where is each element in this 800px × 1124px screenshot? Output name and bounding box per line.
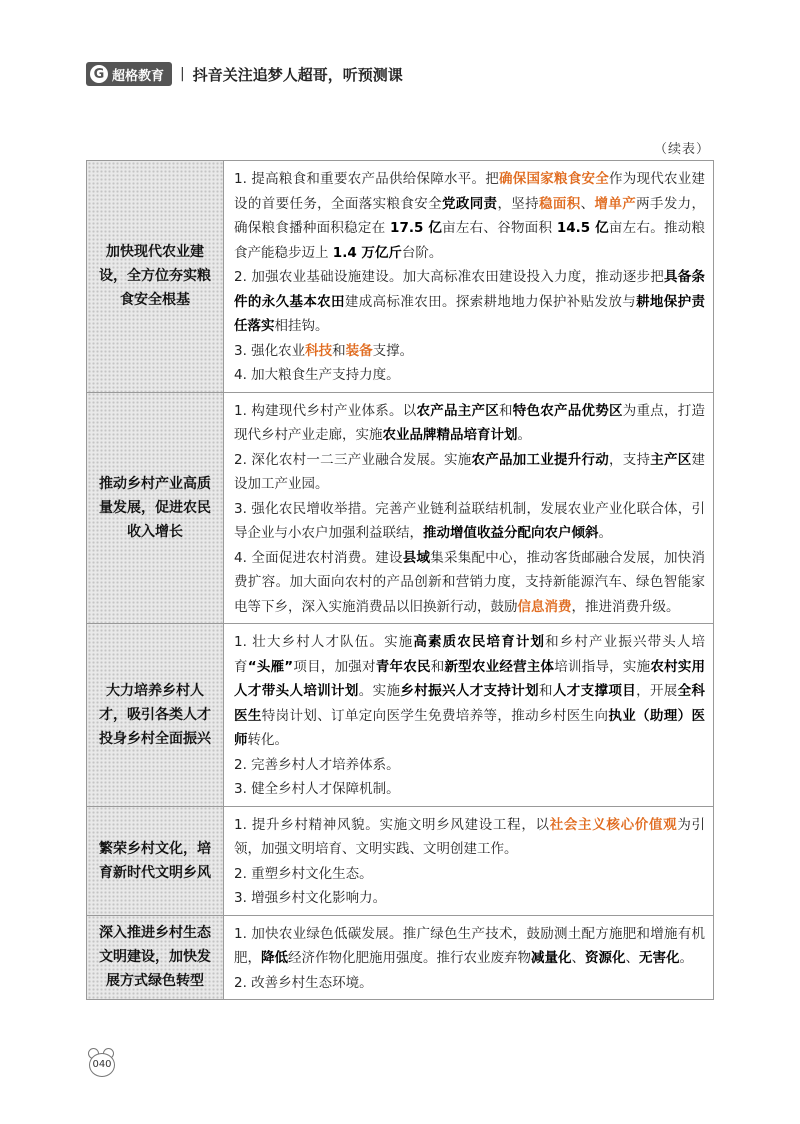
table-row — [87, 624, 714, 807]
body-text: 转化。 — [247, 732, 288, 748]
body-text: 1. 加快农业绿色低碳发展。推广绿色生产技术，鼓励测土配方施肥和增施有机肥， — [234, 925, 705, 966]
body-text: 。 — [517, 427, 531, 443]
body-text: 为引领，加强文明培育、文明实践、文明创建工作。 — [234, 816, 706, 857]
page-number: 040 — [89, 1053, 115, 1077]
body-text: 作为现代农业建设的首要任务，全面落实粮食安全 — [234, 171, 706, 212]
row-theme: 繁荣乡村文化，培育新时代文明乡风 — [87, 806, 224, 915]
emphasis-text: 农村实用人才带头人培训计划 — [234, 658, 706, 699]
content-item — [234, 886, 705, 911]
content-item — [234, 399, 705, 448]
content-item — [234, 546, 705, 620]
row-content — [224, 915, 714, 1000]
emphasis-text: 具备条件的永久基本农田 — [234, 269, 706, 310]
body-text: 2. 完善乡村人才培养体系。 — [234, 756, 400, 773]
content-item — [234, 753, 705, 778]
row-theme: 加快现代农业建设，全方位夯实粮食安全根基 — [87, 161, 224, 393]
emphasis-text: 高素质农民培育计划 — [413, 634, 546, 650]
table-row — [87, 806, 714, 915]
body-text: 2. 改善乡村生态环境。 — [234, 974, 373, 991]
emphasis-text: 确保国家粮食安全 — [498, 171, 609, 187]
emphasis-text: 特色农产品优势区 — [512, 402, 623, 419]
body-text: 支撑。 — [372, 342, 414, 359]
body-text: ，支持 — [609, 451, 651, 468]
emphasis-text: 农产品加工业提升行动 — [471, 451, 609, 468]
body-text: 两手发力，确保粮食播种面积稳定在 — [234, 195, 706, 236]
brand-logo-text: 超格教育 — [112, 68, 165, 84]
body-text: 4. 加大粮食生产支持力度。 — [234, 367, 400, 383]
emphasis-text: 耕地保护责任落实 — [234, 293, 706, 334]
header-separator: | — [180, 66, 185, 82]
content-item — [234, 862, 705, 887]
body-text: 2. 重塑乡村文化生态。 — [234, 865, 373, 882]
body-text: 建成高标准农田。探索耕地地力保护补贴发放与 — [344, 293, 637, 310]
emphasis-text: 农产品主产区 — [416, 402, 499, 419]
body-text: ，推进消费升级。 — [571, 598, 680, 615]
row-content — [224, 624, 714, 807]
brand-logo — [86, 62, 172, 86]
row-theme: 深入推进乡村生态文明建设，加快发展方式绿色转型 — [87, 915, 224, 1000]
body-text: 、 — [580, 195, 595, 212]
emphasis-text: 推动增值收益分配向农户倾斜 — [423, 525, 599, 541]
body-text: ，开展 — [636, 683, 678, 699]
body-text: 集采集配中心，推动客货邮融合发展，加快消费扩容。加大面向农村的产品创新和营销力度，支持新能源汽车、绿色智能家电等下乡，深入实施消费品以旧换新行动，鼓励 — [234, 549, 706, 615]
brand-logo-icon: G — [90, 65, 108, 83]
body-text: 。实施 — [358, 683, 401, 699]
body-text: 3. 健全乡村人才保障机制。 — [234, 781, 400, 797]
emphasis-text: 社会主义核心价值观 — [549, 816, 678, 833]
row-content — [224, 806, 714, 915]
body-text: 2. 加强农业基础设施建设。加大高标准农田建设投入力度，推动逐步把 — [234, 269, 664, 285]
body-text: 培训指导，实施 — [554, 658, 651, 675]
emphasis-text: 县域 — [402, 549, 431, 566]
content-item — [234, 630, 705, 753]
content-item — [234, 971, 705, 996]
row-content — [224, 161, 714, 393]
emphasis-text: 无害化 — [639, 950, 680, 966]
emphasis-text: 14.5 亿 — [556, 220, 609, 236]
body-text: 经济作物化肥施用强度。推行农业废弃物 — [288, 950, 531, 966]
emphasis-text: 17.5 亿 — [390, 220, 443, 236]
emphasis-text: 信息消费 — [517, 598, 572, 615]
body-text: 亩左右、谷物面积 — [442, 220, 557, 236]
emphasis-text: 乡村振兴人才支持计划 — [400, 683, 540, 699]
emphasis-text: 人才支撑项目 — [552, 683, 637, 699]
emphasis-text: 青年农民 — [375, 658, 431, 675]
emphasis-text: 党政同责 — [441, 195, 498, 212]
emphasis-text: 资源化 — [585, 950, 626, 966]
body-text: 相挂钩。 — [274, 318, 329, 334]
row-theme: 大力培养乡村人才，吸引各类人才投身乡村全面振兴 — [87, 624, 224, 807]
table-row — [87, 392, 714, 624]
emphasis-text: 科技 — [305, 342, 333, 359]
content-item — [234, 777, 705, 802]
body-text: 。 — [598, 525, 612, 541]
body-text: 和 — [332, 342, 346, 359]
page-header — [86, 62, 403, 86]
body-text: 。 — [679, 950, 693, 966]
body-text: 2. 深化农村一二三产业融合发展。实施 — [234, 451, 472, 468]
row-theme: 推动乡村产业高质量发展，促进农民收入增长 — [87, 392, 224, 624]
body-text: 3. 强化农业 — [234, 342, 306, 359]
emphasis-text: “头雁” — [247, 658, 294, 675]
body-text: 1. 构建现代乡村产业体系。以 — [234, 402, 417, 419]
body-text: 和乡村产业振兴带头人培育 — [234, 634, 706, 675]
body-text: 1. 提高粮食和重要农产品供给保障水平。把 — [234, 171, 499, 187]
content-item — [234, 497, 705, 546]
body-text: 建设加工产业园。 — [234, 451, 706, 492]
emphasis-text: 稳面积 — [539, 195, 581, 212]
emphasis-text: 全科医生 — [234, 683, 706, 724]
body-text: 1. 提升乡村精神风貌。实施文明乡风建设工程，以 — [234, 816, 550, 833]
content-item — [234, 363, 705, 388]
content-item — [234, 339, 705, 364]
table-row — [87, 915, 714, 1000]
content-item — [234, 265, 705, 339]
body-text: 3. 强化农民增收举措。完善产业链利益联结机制，发展农业产业化联合体，引导企业与小农户加强利益联结， — [234, 500, 705, 541]
body-text: 台阶。 — [401, 244, 443, 261]
row-content — [224, 392, 714, 624]
emphasis-text: 增单产 — [594, 195, 637, 212]
body-text: 、 — [571, 950, 585, 966]
emphasis-text: 新型农业经营主体 — [444, 658, 555, 675]
policy-table-body — [87, 161, 714, 1000]
policy-table — [86, 160, 714, 1000]
body-text: ，坚持 — [497, 195, 540, 212]
content-item — [234, 922, 705, 971]
body-text: 项目，加强对 — [293, 658, 376, 675]
emphasis-text: 1.4 万亿斤 — [332, 244, 402, 261]
emphasis-text: 执业（助理）医师 — [234, 707, 706, 748]
emphasis-text: 降低 — [261, 950, 288, 966]
header-slogan: 抖音关注追梦人超哥，听预测课 — [192, 65, 403, 84]
body-text: 和 — [539, 683, 553, 699]
continued-label: （续表） — [653, 142, 710, 157]
body-text: 和 — [498, 402, 513, 419]
content-item — [234, 813, 705, 862]
emphasis-text: 农业品牌精品培育计划 — [382, 427, 518, 443]
body-text: 4. 全面促进农村消费。建设 — [234, 549, 403, 566]
emphasis-text: 减量化 — [531, 950, 572, 966]
body-text: 3. 增强乡村文化影响力。 — [234, 890, 387, 906]
emphasis-text: 主产区 — [650, 451, 692, 468]
table-row — [87, 161, 714, 393]
emphasis-text: 装备 — [345, 342, 373, 359]
content-item — [234, 167, 705, 265]
body-text: 和 — [430, 658, 445, 675]
body-text: 亩左右。推动粮食产能稳步迈上 — [234, 220, 706, 261]
content-item — [234, 448, 705, 497]
page-number-badge — [88, 1050, 114, 1076]
body-text: 、 — [625, 950, 639, 966]
body-text: 为重点，打造现代乡村产业走廊，实施 — [234, 402, 706, 443]
body-text: 特岗计划、订单定向医学生免费培养等，推动乡村医生向 — [261, 707, 609, 724]
body-text: 1. 壮大乡村人才队伍。实施 — [234, 634, 414, 650]
